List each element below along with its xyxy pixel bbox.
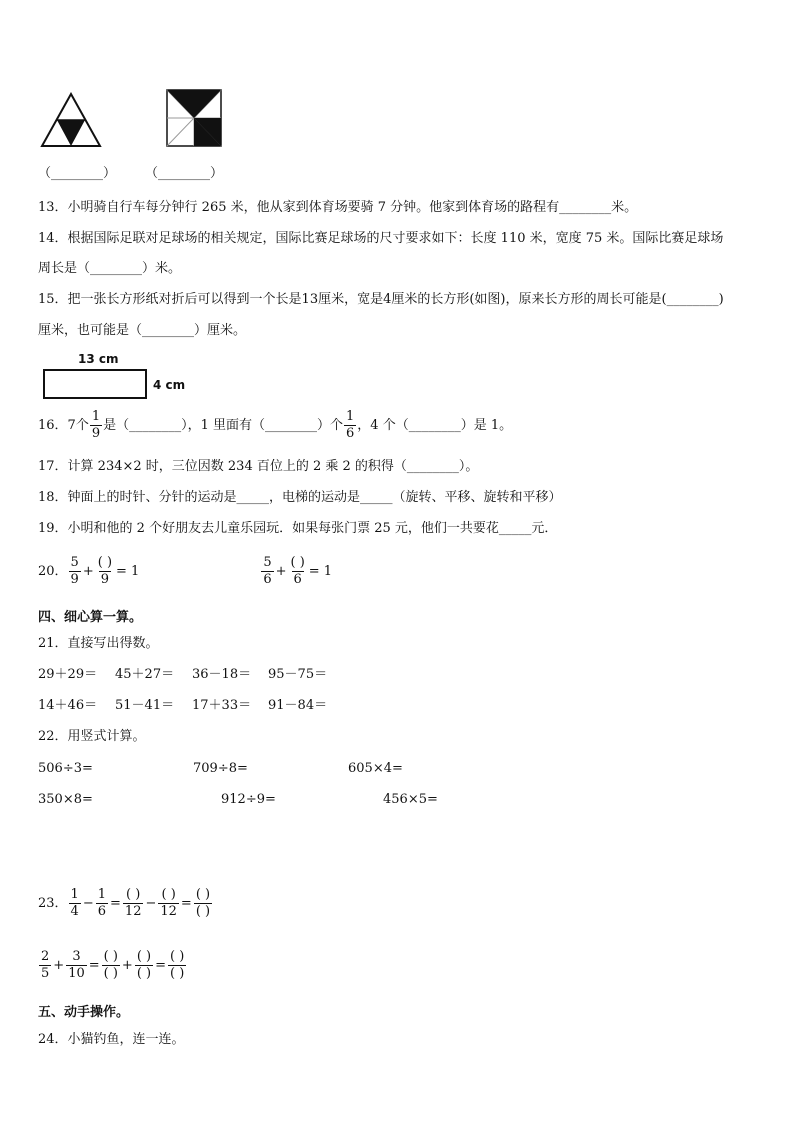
fraction-denominator: 6 bbox=[346, 425, 355, 441]
fraction-numerator: ( ) bbox=[161, 887, 176, 902]
fraction-one-ninth bbox=[90, 410, 102, 440]
calc-item: 29＋29＝ bbox=[38, 667, 98, 682]
question-24: 24．小猫钓鱼，连一连。 bbox=[38, 1032, 185, 1047]
fraction-numerator: ( ) bbox=[126, 887, 141, 902]
question-22-title: 22．用竖式计算。 bbox=[38, 729, 146, 744]
rect-length-label: 13 cm bbox=[78, 352, 119, 366]
question-14-line2: 周长是（________）米。 bbox=[38, 261, 182, 276]
calc-item: 36－18＝ bbox=[192, 667, 252, 682]
calc-item: 14＋46＝ bbox=[38, 698, 98, 713]
fraction-numerator: 1 bbox=[346, 409, 355, 424]
fraction-denominator: 9 bbox=[100, 571, 110, 587]
fraction-denominator: 6 bbox=[263, 571, 272, 587]
calc-item: 17＋33＝ bbox=[192, 698, 252, 713]
fraction-blank[interactable] bbox=[123, 888, 144, 918]
calc-item: 91－84＝ bbox=[268, 698, 328, 713]
fraction-denominator: ( ) bbox=[136, 965, 152, 981]
q16-part-a: 16．7个 bbox=[38, 417, 89, 433]
fraction bbox=[66, 950, 87, 980]
fraction-numerator: 3 bbox=[72, 949, 81, 964]
question-17: 17．计算 234×2 时，三位因数 234 百位上的 2 乘 2 的积得（________）。 bbox=[38, 459, 479, 474]
square-figure bbox=[166, 89, 222, 147]
fraction-numerator: 1 bbox=[70, 887, 79, 902]
question-13: 13．小明骑自行车每分钟行 265 米，他从家到体育场要骑 7 分钟。他家到体育场的路程有________米。 bbox=[38, 200, 638, 215]
fraction-blank[interactable] bbox=[168, 950, 186, 980]
fraction-blank[interactable] bbox=[289, 556, 307, 586]
plus-sign: + bbox=[82, 563, 94, 579]
fraction-denominator: 12 bbox=[160, 903, 177, 919]
figure2-answer-blank[interactable]: （________） bbox=[145, 166, 224, 181]
fraction-denominator: ( ) bbox=[195, 903, 211, 919]
figure1-answer-blank[interactable]: （________） bbox=[38, 166, 117, 181]
q20-label: 20． bbox=[38, 563, 68, 579]
equals-sign: = bbox=[88, 957, 100, 973]
fraction-denominator: 6 bbox=[293, 571, 302, 587]
q23-label: 23． bbox=[38, 895, 68, 911]
rectangle-figure bbox=[43, 369, 147, 399]
fraction-denominator: 10 bbox=[68, 965, 85, 981]
fraction-denominator: 9 bbox=[70, 571, 79, 587]
calc-item: 51－41＝ bbox=[115, 698, 175, 713]
question-14-line1: 14．根据国际足联对足球场的相关规定，国际比赛足球场的尺寸要求如下：长度 110 米，宽度 75 米。国际比赛足球场 bbox=[38, 231, 724, 246]
equals-sign: = bbox=[180, 895, 192, 911]
section-4-heading: 四、细心算一算。 bbox=[38, 610, 143, 625]
fraction bbox=[96, 888, 108, 918]
vertical-calc-item: 350×8= bbox=[38, 792, 93, 807]
equation-rhs: = 1 bbox=[116, 563, 140, 579]
fraction-denominator: ( ) bbox=[103, 965, 118, 981]
plus-sign: + bbox=[275, 563, 287, 579]
fraction-blank[interactable] bbox=[96, 556, 114, 586]
plus-sign: + bbox=[53, 957, 65, 973]
fraction-denominator: 9 bbox=[91, 425, 101, 441]
vertical-calc-item: 456×5= bbox=[383, 792, 438, 807]
fraction-blank[interactable] bbox=[135, 950, 153, 980]
rect-width-label: 4 cm bbox=[153, 378, 186, 392]
question-15-line2: 厘米，也可能是（________）厘米。 bbox=[38, 323, 247, 338]
fraction bbox=[39, 950, 51, 980]
q16-part-b: 是（________），1 里面有（________）个 bbox=[103, 417, 344, 433]
fraction-denominator: 4 bbox=[70, 903, 79, 919]
fraction bbox=[261, 556, 273, 586]
fraction-numerator: 5 bbox=[70, 555, 79, 570]
fraction-blank[interactable] bbox=[194, 888, 212, 918]
question-21-title: 21．直接写出得数。 bbox=[38, 636, 159, 651]
vertical-calc-item: 506÷3= bbox=[38, 761, 93, 776]
fraction-denominator: 5 bbox=[41, 965, 50, 981]
question-20 bbox=[38, 556, 333, 586]
q16-part-c: ，4 个（________）是 1。 bbox=[357, 417, 513, 433]
question-16 bbox=[38, 410, 512, 440]
question-15-line1: 15．把一张长方形纸对折后可以得到一个长是13厘米，宽是4厘米的长方形(如图)，原来长方形的周长可能是(________) bbox=[38, 292, 724, 307]
fraction-numerator: ( ) bbox=[136, 949, 152, 964]
fraction-numerator: 1 bbox=[91, 409, 101, 424]
plus-sign: + bbox=[121, 957, 133, 973]
question-18: 18．钟面上的时针、分针的运动是_____，电梯的运动是_____（旋转、平移、旋转和平移） bbox=[38, 490, 562, 505]
triangle-figure bbox=[40, 92, 102, 148]
fraction-numerator: 2 bbox=[41, 949, 50, 964]
minus-sign: − bbox=[145, 895, 157, 911]
fraction bbox=[69, 556, 81, 586]
vertical-calc-item: 912÷9= bbox=[221, 792, 276, 807]
fraction bbox=[69, 888, 81, 918]
minus-sign: − bbox=[82, 895, 94, 911]
fraction-numerator: ( ) bbox=[103, 949, 118, 964]
fraction-numerator: ( ) bbox=[170, 949, 185, 964]
fraction-numerator: 1 bbox=[97, 887, 107, 902]
section-5-heading: 五、动手操作。 bbox=[38, 1005, 130, 1020]
fraction-denominator: 6 bbox=[97, 903, 107, 919]
fraction-blank[interactable] bbox=[102, 950, 120, 980]
fraction-numerator: ( ) bbox=[97, 555, 113, 570]
equals-sign: = bbox=[155, 957, 167, 973]
fraction-numerator: ( ) bbox=[195, 887, 211, 902]
vertical-calc-item: 709÷8= bbox=[193, 761, 248, 776]
fraction-one-sixth bbox=[344, 410, 356, 440]
equation-rhs: = 1 bbox=[308, 563, 333, 579]
calc-item: 95－75＝ bbox=[268, 667, 328, 682]
calc-item: 45＋27＝ bbox=[115, 667, 175, 682]
fraction-blank[interactable] bbox=[158, 888, 179, 918]
equals-sign: = bbox=[110, 895, 121, 911]
fraction-numerator: 5 bbox=[263, 555, 272, 570]
vertical-calc-item: 605×4= bbox=[348, 761, 403, 776]
fraction-numerator: ( ) bbox=[290, 555, 305, 570]
question-23-line2 bbox=[38, 950, 187, 980]
question-19: 19．小明和他的 2 个好朋友去儿童乐园玩．如果每张门票 25 元，他们一共要花_____元． bbox=[38, 521, 558, 536]
fraction-denominator: 12 bbox=[124, 903, 142, 919]
fraction-denominator: ( ) bbox=[170, 965, 185, 981]
question-23-line1 bbox=[38, 888, 213, 918]
